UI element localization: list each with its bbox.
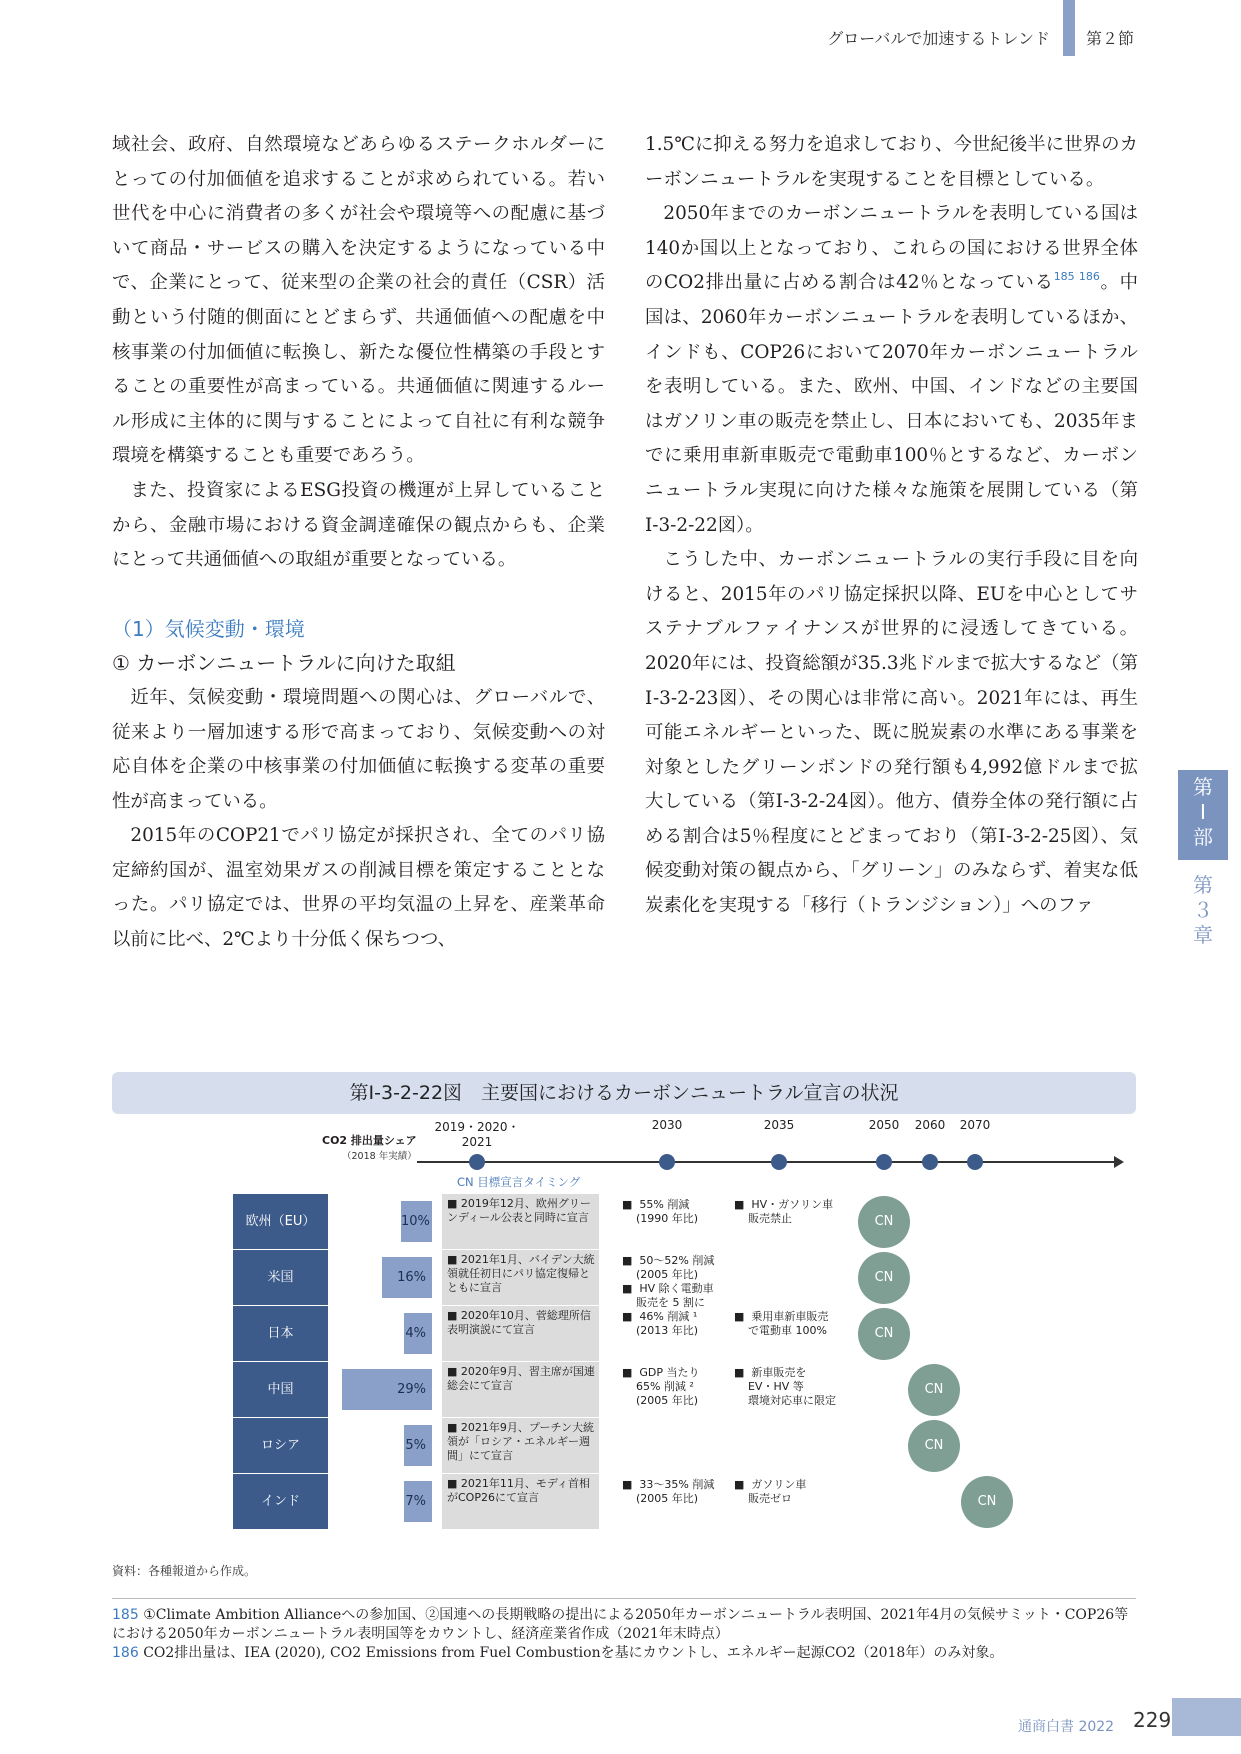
paragraph-text: 。中国は、2060年カーボンニュートラルを表明しているほか、インドも、COP26において2070年カーボンニュートラルを表明している。また、欧州、中国、インドなどの主要国はガソリン車の販売を禁止し、日本においても、2035年までに乗用車新車販売で電動車100％とするなど、カーボンニュートラル実現に向けた様々な施策を展開している（第Ⅰ-3-2-22図）。 (645, 272, 1138, 536)
paragraph: 域社会、政府、自然環境などあらゆるステークホルダーにとっての付加価値を追求することが求められている。若い世代を中心に消費者の多くが社会や環境等への配慮に基づいて商品・サービスの購入を決定するようになっている中で、企業にとって、従来型の企業の社会的責任（CSR）活動という付随的側面にとどまらず、共通価値への配慮を中核事業の付加価値に転換し、新たな優位性構築の手段とすることの重要性が高まっている。共通価値に関連するルール形成に主体的に関与することによって自社に有利な競争環境を構築することも重要であろう。 (112, 134, 605, 467)
footnote-text: ①Climate Ambition Allianceへの参加国、②国連への長期戦略の提出による2050年カーボンニュートラル表明国、2021年4月の気候サミット・COP26等における2050年カーボンニュートラル表明国等をカウントし、経済産業省作成（2021年末時点） (112, 1607, 1129, 1642)
target-2030: ■ 55% 削減 (1990 年比) (622, 1198, 699, 1225)
subsection-heading: ① カーボンニュートラルに向けた取組 (112, 651, 456, 676)
footnote-185 (112, 1606, 1136, 1644)
paragraph: 1.5℃に抑える努力を追求しており、今世紀後半に世界のカーボンニュートラルを実現することを目標としている。 (645, 134, 1138, 190)
declaration-event: ■ 2021年9月、プーチン大統領が「ロシア・エネルギー週間」にて宣言 (442, 1418, 599, 1473)
footnote-divider (112, 1598, 1136, 1599)
chapter-tab-label: 第 ３ 章 (1193, 873, 1213, 947)
cn-target-circle: CN (858, 1252, 910, 1304)
cn-target-circle: CN (961, 1476, 1013, 1528)
share-column-subtitle: （2018 年実績） (342, 1151, 417, 1162)
timeline-year-label: 2030 (651, 1118, 683, 1132)
figure-source: 資料：各種報道から作成。 (112, 1564, 257, 1578)
target-2035: ■ 新車販売を EV・HV 等 環境対応車に限定 (734, 1366, 836, 1407)
declaration-event: ■ 2019年12月、欧州グリーンディール公表と同時に宣言 (442, 1194, 599, 1249)
footnote-number: 186 (112, 1645, 139, 1661)
target-2035: ■ 乗用車新車販売 で電動車 100% (734, 1310, 829, 1337)
section-heading: （1）気候変動・環境 (112, 616, 305, 641)
timeline-dot (659, 1154, 675, 1170)
footnote-number: 185 (112, 1607, 139, 1623)
timeline-dot (876, 1154, 892, 1170)
part-tab-label: 第 Ⅰ 部 (1193, 775, 1213, 849)
paragraph: また、投資家によるESG投資の機運が上昇していることから、金融市場における資金調達確保の観点からも、企業にとって共通価値への取組が重要となっている。 (112, 479, 605, 571)
cn-target-circle: CN (858, 1308, 910, 1360)
cn-target-circle: CN (908, 1364, 960, 1416)
share-bar: 10% (401, 1201, 432, 1242)
timeline-dot (922, 1154, 938, 1170)
part-tab[interactable] (1178, 770, 1228, 860)
footnote-reference[interactable]: 185 186 (1053, 270, 1100, 284)
share-bar: 16% (382, 1257, 432, 1298)
footer-accent-bar (1172, 1698, 1241, 1736)
declaration-event: ■ 2020年9月、習主席が国連総会にて宣言 (442, 1362, 599, 1417)
timeline-dot (469, 1154, 485, 1170)
country-label: 米国 (233, 1250, 328, 1305)
timeline-arrow-icon (1114, 1156, 1124, 1168)
target-2030: ■ 50～52% 削減 (2005 年比) ■ HV 除く電動車 販売を 5 割に (622, 1254, 715, 1309)
timeline-year-label: 2050 (868, 1118, 900, 1132)
declaration-event: ■ 2021年1月、バイデン大統領就任初日にパリ協定復帰とともに宣言 (442, 1250, 599, 1305)
paragraph: 2015年のCOP21でパリ協定が採択され、全てのパリ協定締約国が、温室効果ガスの削減目標を策定することとなった。パリ協定では、世界の平均気温の上昇を、産業革命以前に比べ、2℃より十分低く保ちつつ、 (112, 825, 605, 951)
country-label: 中国 (233, 1362, 328, 1417)
left-column (112, 128, 605, 958)
share-bar: 4% (404, 1313, 432, 1354)
country-label: インド (233, 1474, 328, 1529)
share-bar: 5% (404, 1425, 432, 1466)
timeline-dot (771, 1154, 787, 1170)
share-bar: 7% (404, 1481, 432, 1522)
header-accent-bar (1063, 0, 1075, 56)
paragraph: こうした中、カーボンニュートラルの実行手段に目を向けると、2015年のパリ協定採択以降、EUを中心としてサステナブルファイナンスが世界的に浸透してきている。2020年には、投資総額が35.3兆ドルまで拡大するなど（第Ⅰ-3-2-23図）、その関心は非常に高い。2021年には、再生可能エネルギーといった、既に脱炭素の水準にある事業を対象としたグリーンボンドの発行額も4,992億ドルまで拡大している（第Ⅰ-3-2-24図）。他方、債券全体の発行額に占める割合は5％程度にとどまっており（第Ⅰ-3-2-25図）、気候変動対策の観点から、「グリーン」のみならず、着実な低炭素化を実現する「移行（トランジション）」へのファ (645, 549, 1138, 917)
paragraph (645, 197, 1138, 543)
footer-book-title: 通商白書 2022 (1018, 1719, 1115, 1735)
paragraph: 近年、気候変動・環境問題への関心は、グローバルで、従来より一層加速する形で高まっており、気候変動への対応自体を企業の中核事業の付加価値に転換する変革の重要性が高まっている。 (112, 686, 605, 812)
target-2030: ■ 33～35% 削減 (2005 年比) (622, 1478, 715, 1505)
target-2035: ■ ガソリン車 販売ゼロ (734, 1478, 807, 1505)
country-label: 欧州（EU） (233, 1194, 328, 1249)
country-label: 日本 (233, 1306, 328, 1361)
page-number: 229 (1133, 1708, 1172, 1732)
timeline-year-label: 2060 (914, 1118, 946, 1132)
target-2030: ■ GDP 当たり 65% 削減 ² (2005 年比) (622, 1366, 700, 1407)
timeline-axis (417, 1161, 1117, 1163)
target-2030: ■ 46% 削減 ¹ (2013 年比) (622, 1310, 699, 1337)
target-2035: ■ HV・ガソリン車 販売禁止 (734, 1198, 834, 1225)
footnote-text: CO2排出量は、IEA (2020), CO2 Emissions from Fuel Combustionを基にカウントし、エネルギー起源CO2（2018年）のみ対象。 (143, 1645, 1004, 1661)
paragraph-text: 2050年までのカーボンニュートラルを表明している国は140か国以上となっており、これらの国における世界全体のCO2排出量に占める割合は42％となっている (645, 203, 1138, 294)
declaration-event: ■ 2021年11月、モディ首相がCOP26にて宣言 (442, 1474, 599, 1529)
running-header-section: グローバルで加速するトレンド (827, 29, 1050, 48)
figure-title: 第Ⅰ-3-2-22図 主要国におけるカーボンニュートラル宣言の状況 (112, 1072, 1136, 1114)
chapter-tab[interactable] (1178, 873, 1228, 948)
running-header-chapter: 第２節 (1086, 29, 1135, 48)
timeline-dot (967, 1154, 983, 1170)
share-column-title: CO2 排出量シェア (322, 1134, 417, 1147)
country-label: ロシア (233, 1418, 328, 1473)
figure-body (112, 1118, 1136, 1578)
cn-target-circle: CN (858, 1196, 910, 1248)
footnote-186 (112, 1644, 1136, 1663)
declaration-event: ■ 2020年10月、菅総理所信表明演説にて宣言 (442, 1306, 599, 1361)
right-column (645, 128, 1138, 924)
timeline-year-label: 2070 (959, 1118, 991, 1132)
timeline-year-label: 2035 (763, 1118, 795, 1132)
cn-timing-label: CN 目標宣言タイミング (457, 1175, 581, 1189)
share-bar: 29% (342, 1369, 432, 1410)
timeline-year-label: 2019・2020・2021 (434, 1120, 520, 1149)
cn-target-circle: CN (908, 1420, 960, 1472)
